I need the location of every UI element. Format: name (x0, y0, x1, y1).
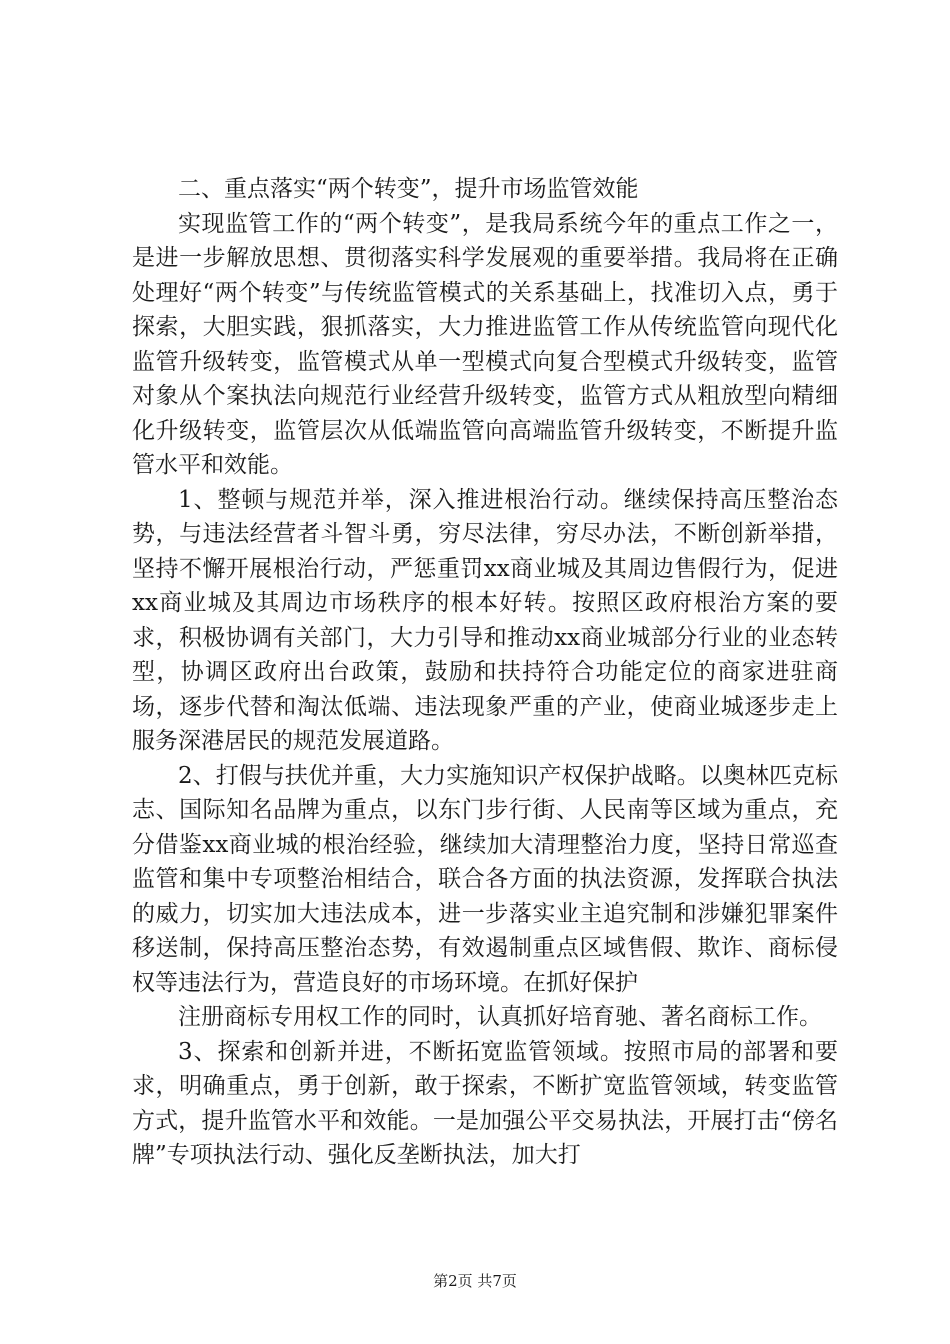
paragraph-intro: 实现监管工作的“两个转变”，是我局系统今年的重点工作之一，是进一步解放思想、贯彻落实科学发展观的重要举措。我局将在正确处理好“两个转变”与传统监管模式的关系基础上，找准切入点，勇于探索，大胆实践，狠抓落实，大力推进监管工作从传统监管向现代化监管升级转变，监管模式从单一型模式向复合型模式升级转变，监管对象从个案执法向规范行业经营升级转变，监管方式从粗放型向精细化升级转变，监管层次从低端监管向高端监管升级转变，不断提升监管水平和效能。 (132, 210, 838, 478)
paragraph-item-3: 3、探索和创新并进，不断拓宽监管领域。按照市局的部署和要求，明确重点，勇于创新，敢于探索，不断扩宽监管领域，转变监管方式，提升监管水平和效能。一是加强公平交易执法，开展打击“傍名牌”专项执法行动、强化反垄断执法，加大打 (132, 1038, 838, 1168)
section-heading: 二、重点落实“两个转变”，提升市场监管效能 (178, 176, 639, 202)
page-number-footer: 第2页 共7页 (433, 1272, 517, 1290)
document-body (132, 172, 838, 1173)
paragraph-continuation: 注册商标专用权工作的同时，认真抓好培育驰、著名商标工作。 (178, 1004, 822, 1030)
paragraph-item-1: 1、整顿与规范并举，深入推进根治行动。继续保持高压整治态势，与违法经营者斗智斗勇，穷尽法律，穷尽办法，不断创新举措，坚持不懈开展根治行动，严惩重罚xx商业城及其周边售假行为，促进xx商业城及其周边市场秩序的根本好转。按照区政府根治方案的要求，积极协调有关部门，大力引导和推动xx商业城部分行业的业态转型，协调区政府出台政策，鼓励和扶持符合功能定位的商家进驻商场，逐步代替和淘汰低端、违法现象严重的产业，使商业城逐步走上服务深港居民的规范发展道路。 (132, 486, 838, 754)
paragraph-item-2: 2、打假与扶优并重，大力实施知识产权保护战略。以奥林匹克标志、国际知名品牌为重点，以东门步行街、人民南等区域为重点，充分借鉴xx商业城的根治经验，继续加大清理整治力度，坚持日常巡查监管和集中专项整治相结合，联合各方面的执法资源，发挥联合执法的威力，切实加大违法成本，进一步落实业主追究制和涉嫌犯罪案件移送制，保持高压整治态势，有效遏制重点区域售假、欺诈、商标侵权等违法行为，营造良好的市场环境。在抓好保护 (132, 762, 838, 996)
